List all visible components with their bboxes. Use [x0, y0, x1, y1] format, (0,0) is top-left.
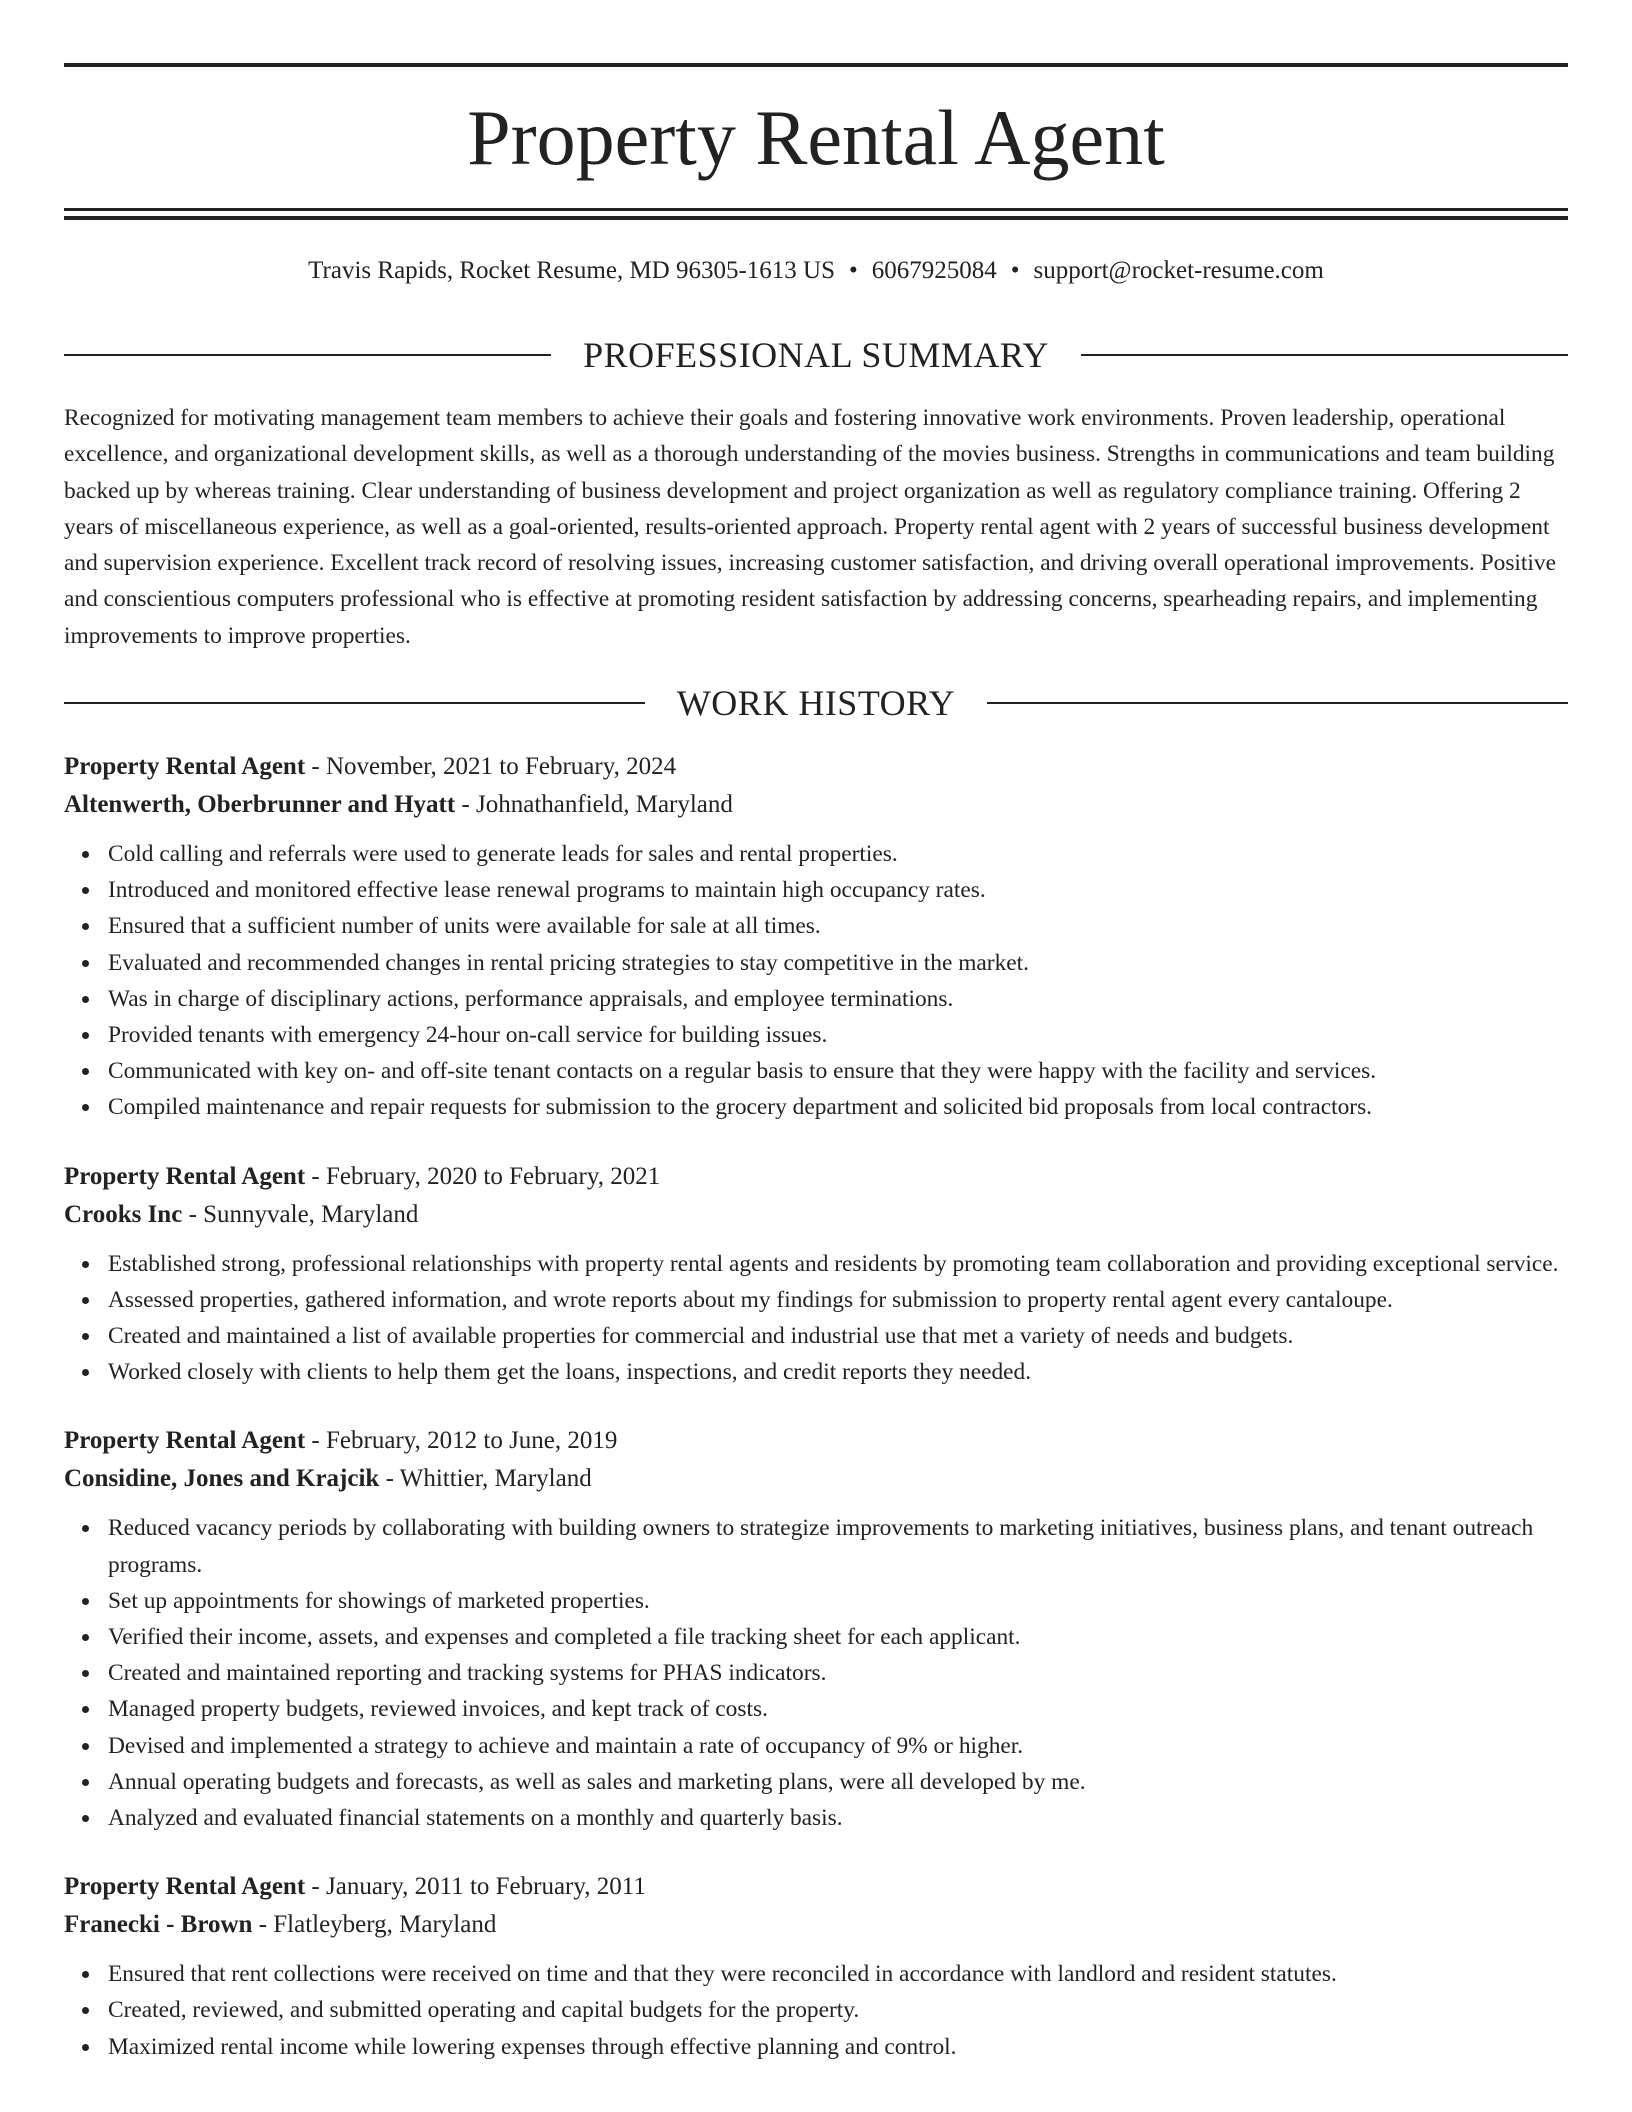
heading-rule-right: [1081, 354, 1568, 356]
contact-address: Travis Rapids, Rocket Resume, MD 96305-1613 US: [308, 257, 836, 284]
contact-phone: 6067925084: [871, 257, 997, 284]
list-item: Ensured that rent collections were received on time and that they were reconciled in accordance with landlord and resident statutes.: [108, 1956, 1568, 1992]
section-heading-summary: [64, 335, 1568, 375]
resume-title: Property Rental Agent: [467, 94, 1165, 181]
summary-text: Recognized for motivating management team members to achieve their goals and fostering innovative work environments. Proven leadership, operational excellence, and organizational development skills, as well as a thorough understanding of the movies business. Strengths in communications and team building backed up by whereas training. Clear understanding of business development and project organization as well as regulatory compliance training. Offering 2 years of miscellaneous experience, as well as a goal-oriented, results-oriented approach. Property rental agent with 2 years of successful business development and supervision experience. Excellent track record of resolving issues, increasing customer satisfaction, and driving overall operational improvements. Positive and conscientious computers professional who is effective at promoting resident satisfaction by addressing concerns, spearheading repairs, and implementing improvements to improve properties.: [64, 405, 1557, 649]
list-item: Ensured that a sufficient number of units were available for sale at all times.: [108, 908, 1568, 944]
list-item: Evaluated and recommended changes in rental pricing strategies to stay competitive in the market.: [108, 945, 1568, 981]
section-title: WORK HISTORY: [676, 683, 956, 723]
job-title: Property Rental Agent: [64, 753, 306, 780]
job-title: Property Rental Agent: [64, 1873, 306, 1901]
job-title-line: [64, 1422, 1568, 1460]
job-company: Altenwerth, Oberbrunner and Hyatt: [64, 791, 456, 818]
job-title: Property Rental Agent: [64, 1427, 306, 1455]
list-item: Annual operating budgets and forecasts, as well as sales and marketing plans, were all developed by me.: [108, 1764, 1568, 1800]
list-item: Managed property budgets, reviewed invoices, and kept track of costs.: [108, 1691, 1568, 1727]
job-company: Crooks Inc: [64, 1200, 183, 1228]
job-location: - Sunnyvale, Maryland: [182, 1200, 419, 1228]
list-item: Cold calling and referrals were used to generate leads for sales and rental properties.: [108, 836, 1568, 872]
list-item: Created, reviewed, and submitted operating and capital budgets for the property.: [108, 1992, 1568, 2028]
job-dates: - January, 2011 to February, 2011: [305, 1873, 646, 1901]
list-item: Introduced and monitored effective lease renewal programs to maintain high occupancy rates.: [108, 872, 1568, 908]
job-title-line: [64, 1158, 1568, 1196]
job-title: Property Rental Agent: [64, 1162, 306, 1190]
job-entry: [64, 748, 1568, 1126]
job-title-line: [64, 748, 1568, 786]
list-item: Communicated with key on- and off-site tenant contacts on a regular basis to ensure that they were happy with the facility and services.: [108, 1053, 1568, 1089]
job-dates: - February, 2020 to February, 2021: [305, 1162, 661, 1190]
job-entry: [64, 1158, 1568, 1391]
job-duties-list: [64, 1510, 1568, 1836]
heading-rule-right: [987, 702, 1568, 704]
job-company: Franecki - Brown: [64, 1911, 253, 1939]
list-item: Maximized rental income while lowering expenses through effective planning and control.: [108, 2029, 1568, 2065]
list-item: Assessed properties, gathered information, and wrote reports about my findings for submission to property rental agent every cantaloupe.: [108, 1282, 1568, 1318]
title-underline-rule-second: [64, 216, 1568, 220]
job-dates: - November, 2021 to February, 2024: [305, 753, 677, 780]
contact-line: [64, 254, 1568, 288]
job-location: - Whittier, Maryland: [379, 1465, 592, 1493]
bullet-separator: •: [849, 257, 858, 284]
list-item: Analyzed and evaluated financial statements on a monthly and quarterly basis.: [108, 1800, 1568, 1836]
job-company-line: [64, 1460, 1568, 1498]
heading-rule-left: [64, 702, 645, 704]
job-company-line: [64, 1906, 1568, 1944]
list-item: Provided tenants with emergency 24-hour on-call service for building issues.: [108, 1017, 1568, 1053]
contact-email: support@rocket-resume.com: [1033, 257, 1324, 284]
bullet-separator: •: [1010, 257, 1020, 284]
work-history-list: [64, 748, 1568, 2097]
list-item: Worked closely with clients to help them get the loans, inspections, and credit reports they needed.: [108, 1354, 1568, 1390]
job-company-line: [64, 786, 1568, 824]
job-location: - Flatleyberg, Maryland: [252, 1911, 497, 1939]
list-item: Compiled maintenance and repair requests for submission to the grocery department and solicited bid proposals from local contractors.: [108, 1089, 1568, 1125]
list-item: Was in charge of disciplinary actions, performance appraisals, and employee terminations.: [108, 981, 1568, 1017]
list-item: Verified their income, assets, and expenses and completed a file tracking sheet for each applicant.: [108, 1619, 1568, 1655]
job-location: - Johnathanfield, Maryland: [455, 791, 733, 818]
job-company: Considine, Jones and Krajcik: [64, 1465, 380, 1493]
job-duties-list: [64, 1246, 1568, 1391]
section-title: PROFESSIONAL SUMMARY: [583, 335, 1049, 375]
title-underline-rule: [64, 208, 1568, 211]
job-entry: [64, 1868, 1568, 2065]
list-item: Reduced vacancy periods by collaborating with building owners to strategize improvements to marketing initiatives, business plans, and tenant outreach programs.: [108, 1510, 1568, 1582]
job-title-line: [64, 1868, 1568, 1906]
list-item: Set up appointments for showings of marketed properties.: [108, 1583, 1568, 1619]
list-item: Established strong, professional relationships with property rental agents and residents by promoting team collaboration and providing exceptional service.: [108, 1246, 1568, 1282]
job-entry: [64, 1422, 1568, 1836]
list-item: Created and maintained a list of available properties for commercial and industrial use that met a variety of needs and budgets.: [108, 1318, 1568, 1354]
list-item: Created and maintained reporting and tracking systems for PHAS indicators.: [108, 1655, 1568, 1691]
job-company-line: [64, 1196, 1568, 1234]
job-duties-list: [64, 836, 1568, 1126]
top-rule: [64, 63, 1568, 67]
heading-rule-left: [64, 354, 551, 356]
job-dates: - February, 2012 to June, 2019: [305, 1427, 618, 1455]
section-heading-work-history: [64, 683, 1568, 723]
list-item: Devised and implemented a strategy to achieve and maintain a rate of occupancy of 9% or higher.: [108, 1728, 1568, 1764]
job-duties-list: [64, 1956, 1568, 2065]
